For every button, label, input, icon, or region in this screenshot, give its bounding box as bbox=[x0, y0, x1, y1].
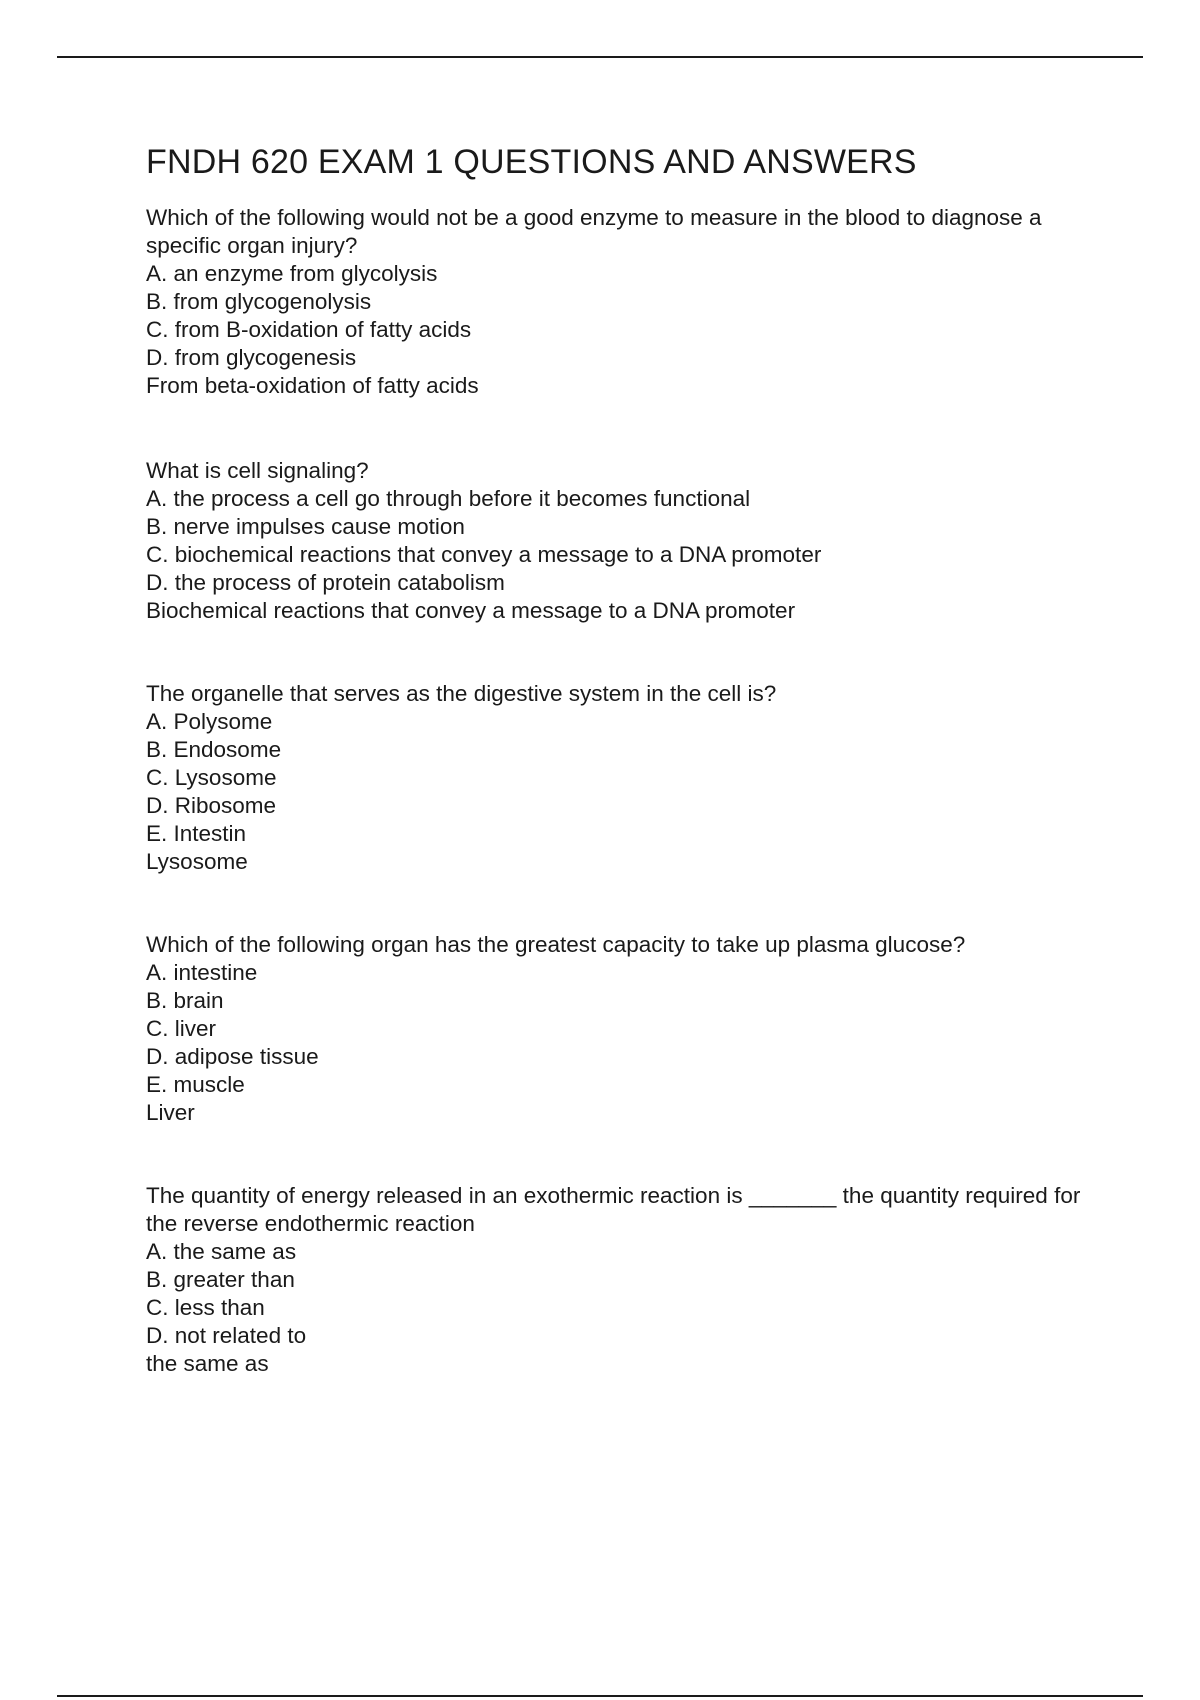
answer-option: D. not related to bbox=[146, 1323, 307, 1348]
answer-option: D. adipose tissue bbox=[146, 1044, 319, 1069]
correct-answer: From beta-oxidation of fatty acids bbox=[146, 373, 479, 398]
answer-option: C. from B-oxidation of fatty acids bbox=[146, 317, 472, 342]
question-block-3 bbox=[146, 680, 1106, 876]
question-text: The quantity of energy released in an exothermic reaction is _______ the quantity required for the reverse endothermic reaction bbox=[146, 1183, 1081, 1236]
question-text: Which of the following organ has the greatest capacity to take up plasma glucose? bbox=[146, 932, 966, 957]
bottom-rule bbox=[57, 1695, 1143, 1697]
answer-option: A. an enzyme from glycolysis bbox=[146, 261, 438, 286]
answer-option: E. Intestin bbox=[146, 821, 247, 846]
answer-option: D. from glycogenesis bbox=[146, 345, 357, 370]
correct-answer: Lysosome bbox=[146, 849, 248, 874]
answer-option: C. Lysosome bbox=[146, 765, 277, 790]
question-text: Which of the following would not be a good enzyme to measure in the blood to diagnose a specific organ injury? bbox=[146, 205, 1042, 258]
answer-option: C. biochemical reactions that convey a message to a DNA promoter bbox=[146, 542, 822, 567]
question-block-5 bbox=[146, 1182, 1106, 1378]
document-title: FNDH 620 EXAM 1 QUESTIONS AND ANSWERS bbox=[146, 143, 917, 181]
answer-option: D. Ribosome bbox=[146, 793, 277, 818]
question-block-4 bbox=[146, 931, 1106, 1127]
correct-answer: the same as bbox=[146, 1351, 269, 1376]
answer-option: B. Endosome bbox=[146, 737, 282, 762]
answer-option: C. less than bbox=[146, 1295, 265, 1320]
answer-option: B. nerve impulses cause motion bbox=[146, 514, 465, 539]
top-rule bbox=[57, 56, 1143, 58]
document-body bbox=[146, 142, 1106, 1378]
answer-option: A. intestine bbox=[146, 960, 258, 985]
question-text: What is cell signaling? bbox=[146, 458, 369, 483]
question-text: The organelle that serves as the digestive system in the cell is? bbox=[146, 681, 777, 706]
answer-option: B. greater than bbox=[146, 1267, 295, 1292]
correct-answer: Biochemical reactions that convey a message to a DNA promoter bbox=[146, 598, 796, 623]
answer-option: C. liver bbox=[146, 1016, 217, 1041]
answer-option: B. from glycogenolysis bbox=[146, 289, 372, 314]
answer-option: A. the same as bbox=[146, 1239, 297, 1264]
question-block-1 bbox=[146, 204, 1106, 400]
question-block-2 bbox=[146, 457, 1106, 625]
answer-option: B. brain bbox=[146, 988, 224, 1013]
answer-option: A. Polysome bbox=[146, 709, 273, 734]
answer-option: D. the process of protein catabolism bbox=[146, 570, 505, 595]
answer-option: A. the process a cell go through before it becomes functional bbox=[146, 486, 751, 511]
correct-answer: Liver bbox=[146, 1100, 195, 1125]
answer-option: E. muscle bbox=[146, 1072, 245, 1097]
